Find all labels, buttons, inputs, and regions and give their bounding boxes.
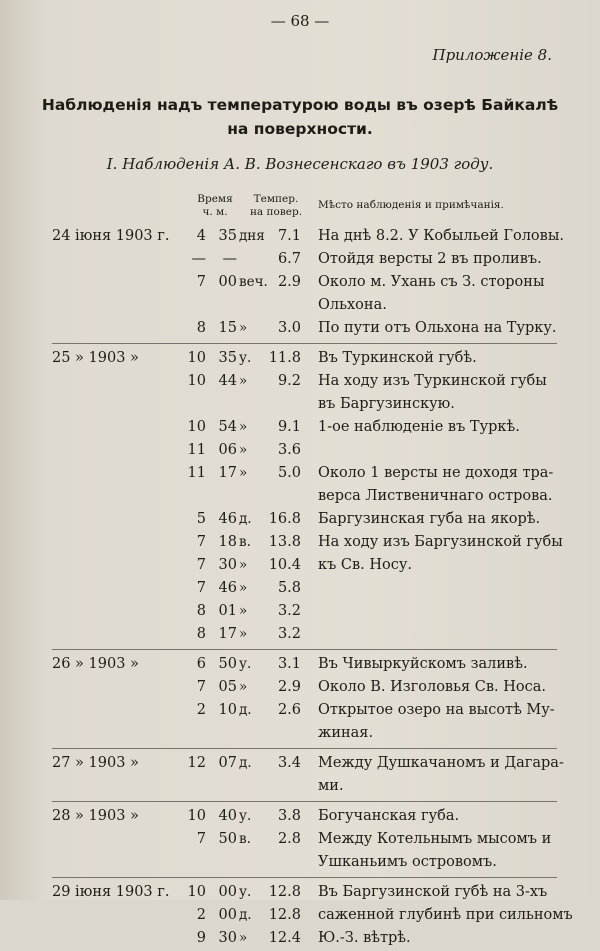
row-date: 28 » 1903 » [52, 808, 139, 824]
row-note: Отойдя версты 2 въ проливъ. [318, 251, 542, 267]
day-separator [52, 877, 557, 878]
row-date: 24 іюня 1903 г. [52, 228, 170, 244]
row-hour: 12 [187, 755, 206, 771]
section-subtitle: I. Наблюденія А. В. Вознесенскаго въ 1903 году. [106, 155, 494, 173]
row-period: » [239, 626, 248, 642]
row-period: » [239, 373, 248, 389]
row-minute: 30 [218, 557, 237, 573]
row-note: На ходу изъ Туркинской губы [318, 373, 547, 389]
row-hour: 7 [196, 534, 206, 550]
row-period: в. [239, 831, 251, 847]
table-row [0, 318, 600, 341]
row-period: » [239, 320, 248, 336]
table-row [0, 806, 600, 829]
row-note: Богучанская губа. [318, 808, 460, 824]
row-period: у. [239, 884, 252, 900]
row-temperature: 2.9 [277, 679, 301, 695]
title-line-2: на поверхности. [227, 120, 373, 138]
row-temperature: 5.0 [277, 465, 301, 481]
day-separator [52, 649, 557, 650]
row-note: Ольхона. [318, 297, 387, 313]
row-hour: 10 [187, 884, 206, 900]
row-note: ми. [318, 778, 344, 794]
row-temperature: 7.1 [277, 228, 301, 244]
temperature-header-subtitle: на повер. [249, 206, 303, 218]
table-row [0, 905, 600, 928]
row-temperature: 9.1 [277, 419, 301, 435]
row-temperature: 2.6 [277, 702, 301, 718]
table-row [0, 882, 600, 905]
row-date: 25 » 1903 » [52, 350, 139, 366]
table-row [0, 700, 600, 723]
table-row [0, 723, 600, 746]
row-minute: 50 [218, 831, 237, 847]
table-row [0, 753, 600, 776]
row-temperature: 12.8 [268, 884, 301, 900]
row-period: » [239, 603, 248, 619]
appendix-label: Приложеніе 8. [432, 46, 552, 64]
day-separator [52, 748, 557, 749]
table-row [0, 677, 600, 700]
row-hour: 7 [196, 557, 206, 573]
row-temperature: 2.8 [277, 831, 301, 847]
row-temperature: 13.8 [268, 534, 301, 550]
day-separator [52, 801, 557, 802]
row-note: къ Св. Носу. [318, 557, 413, 573]
row-hour: 8 [196, 603, 206, 619]
row-minute: 46 [218, 511, 237, 527]
table-row [0, 654, 600, 677]
row-minute: 10 [218, 702, 237, 718]
row-minute: 35 [218, 228, 237, 244]
row-hour: 5 [196, 511, 206, 527]
row-temperature: 3.8 [277, 808, 301, 824]
table-row [0, 532, 600, 555]
row-hour: 11 [187, 465, 206, 481]
time-column-header [185, 193, 245, 219]
row-minute: 18 [218, 534, 237, 550]
table-row [0, 578, 600, 601]
row-minute: 17 [218, 465, 237, 481]
row-minute: 30 [218, 930, 237, 946]
row-minute: — [222, 251, 237, 267]
row-period: в. [239, 534, 251, 550]
table-row [0, 348, 600, 371]
row-hour: 4 [196, 228, 206, 244]
table-row [0, 440, 600, 463]
row-hour: 10 [187, 373, 206, 389]
page-title [40, 93, 560, 141]
row-note: По пути отъ Ольхона на Турку. [318, 320, 557, 336]
row-note: въ Баргузинскую. [318, 396, 455, 412]
row-note: Около В. Изголовья Св. Носа. [318, 679, 546, 695]
row-note: Въ Баргузинской губѣ на 3-хъ [318, 884, 548, 900]
table-row [0, 776, 600, 799]
row-temperature: 10.4 [268, 557, 301, 573]
table-row [0, 249, 600, 272]
table-row [0, 226, 600, 249]
row-temperature: 2.9 [277, 274, 301, 290]
row-temperature: 11.8 [268, 350, 301, 366]
table-row [0, 463, 600, 486]
row-note: На ходу изъ Баргузинской губы [318, 534, 563, 550]
row-temperature: 5.8 [277, 580, 301, 596]
row-temperature: 3.4 [277, 755, 301, 771]
table-row [0, 486, 600, 509]
row-hour: 7 [196, 274, 206, 290]
row-period: » [239, 930, 248, 946]
row-period: д. [239, 755, 252, 771]
row-hour: 8 [196, 320, 206, 336]
row-minute: 05 [218, 679, 237, 695]
row-hour: 7 [196, 580, 206, 596]
time-header-units: ч. м. [202, 206, 228, 218]
row-date: 27 » 1903 » [52, 755, 139, 771]
row-minute: 06 [218, 442, 237, 458]
row-hour: 11 [187, 442, 206, 458]
row-hour: 10 [187, 808, 206, 824]
row-note: Около м. Ухань съ З. стороны [318, 274, 545, 290]
row-period: у. [239, 656, 252, 672]
row-temperature: 9.2 [277, 373, 301, 389]
row-note: Открытое озеро на высотѣ Му- [318, 702, 555, 718]
row-minute: 00 [218, 274, 237, 290]
table-row [0, 624, 600, 647]
row-period: у. [239, 808, 252, 824]
row-note: На днѣ 8.2. У Кобыльей Головы. [318, 228, 564, 244]
row-period: » [239, 465, 248, 481]
row-period: веч. [239, 274, 268, 290]
row-temperature: 3.1 [277, 656, 301, 672]
row-period: » [239, 557, 248, 573]
row-note: Между Душкачаномъ и Дагара- [318, 755, 564, 771]
row-minute: 00 [218, 884, 237, 900]
row-minute: 44 [218, 373, 237, 389]
row-minute: 01 [218, 603, 237, 619]
row-note: Ю.-З. вѣтрѣ. [318, 930, 411, 946]
row-note: жиная. [318, 725, 374, 741]
row-note: Около 1 версты не доходя тра- [318, 465, 554, 481]
row-period: дня [239, 228, 265, 244]
row-minute: 07 [218, 755, 237, 771]
row-note: верса Лиственичнаго острова. [318, 488, 553, 504]
table-row [0, 555, 600, 578]
table-row [0, 371, 600, 394]
row-hour: 2 [196, 702, 206, 718]
row-period: » [239, 442, 248, 458]
row-temperature: 3.0 [277, 320, 301, 336]
table-row [0, 295, 600, 318]
row-temperature: 12.8 [268, 907, 301, 923]
row-temperature: 3.6 [277, 442, 301, 458]
row-period: у. [239, 350, 252, 366]
row-note: Въ Чивыркуйскомъ заливѣ. [318, 656, 528, 672]
row-note: Баргузинская губа на якорѣ. [318, 511, 541, 527]
row-note: Въ Туркинской губѣ. [318, 350, 477, 366]
table-row [0, 928, 600, 951]
row-minute: 50 [218, 656, 237, 672]
row-minute: 54 [218, 419, 237, 435]
row-minute: 35 [218, 350, 237, 366]
day-separator [52, 343, 557, 344]
row-minute: 40 [218, 808, 237, 824]
row-hour: 8 [196, 626, 206, 642]
table-row [0, 394, 600, 417]
row-note: саженной глубинѣ при сильномъ [318, 907, 573, 923]
row-period: » [239, 679, 248, 695]
row-period: » [239, 580, 248, 596]
row-hour: 7 [196, 679, 206, 695]
row-period: д. [239, 702, 252, 718]
row-minute: 17 [218, 626, 237, 642]
row-hour: — [191, 251, 206, 267]
row-note: Ушканьимъ островомъ. [318, 854, 497, 870]
table-row [0, 417, 600, 440]
row-temperature: 3.2 [277, 626, 301, 642]
row-hour: 7 [196, 831, 206, 847]
row-minute: 00 [218, 907, 237, 923]
row-temperature: 16.8 [268, 511, 301, 527]
row-hour: 2 [196, 907, 206, 923]
row-hour: 10 [187, 419, 206, 435]
table-row [0, 509, 600, 532]
row-period: » [239, 419, 248, 435]
row-period: д. [239, 511, 252, 527]
table-row [0, 852, 600, 875]
row-minute: 46 [218, 580, 237, 596]
table-row [0, 601, 600, 624]
temperature-header-label: Темпер. [253, 193, 299, 205]
row-minute: 15 [218, 320, 237, 336]
row-period: д. [239, 907, 252, 923]
time-header-label: Время [197, 193, 233, 205]
page-number: — 68 — [270, 12, 330, 30]
row-temperature: 12.4 [268, 930, 301, 946]
table-row [0, 829, 600, 852]
row-hour: 9 [196, 930, 206, 946]
row-note: Между Котельнымъ мысомъ и [318, 831, 552, 847]
temperature-column-header [245, 193, 307, 219]
row-temperature: 3.2 [277, 603, 301, 619]
row-note: 1-ое наблюденіе въ Туркѣ. [318, 419, 520, 435]
row-hour: 6 [196, 656, 206, 672]
place-column-header: Мѣсто наблюденія и примѣчанія. [318, 199, 504, 211]
observation-table [0, 226, 600, 951]
title-line-1: Наблюденія надъ температурою воды въ озерѣ Байкалѣ [41, 96, 559, 114]
row-date: 26 » 1903 » [52, 656, 139, 672]
row-date: 29 іюня 1903 г. [52, 884, 170, 900]
row-temperature: 6.7 [277, 251, 301, 267]
row-hour: 10 [187, 350, 206, 366]
table-row [0, 272, 600, 295]
